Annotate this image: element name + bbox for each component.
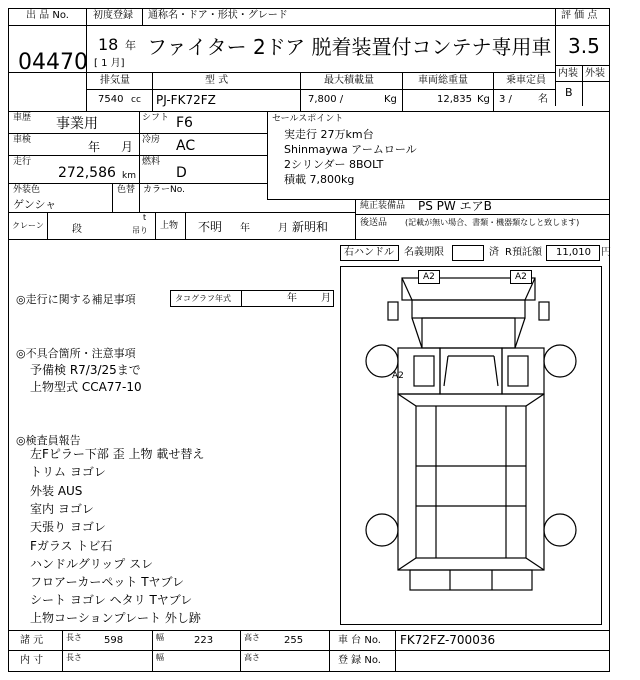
sales-point-4: 積載 7,800kg bbox=[284, 173, 355, 186]
interior-grade: B bbox=[565, 86, 573, 99]
mileage-value: 272,586 bbox=[58, 165, 116, 181]
inspector-line-8: フロアーカーペット Tヤブレ bbox=[30, 575, 185, 589]
damage-mark-2-text: A2 bbox=[515, 272, 527, 282]
driving-notes-label: ◎走行に関する補足事項 bbox=[16, 293, 136, 306]
ext-color-value: ゲンシャ bbox=[13, 198, 57, 211]
cab-roof bbox=[412, 300, 525, 318]
model-value: PJ-FK72FZ bbox=[156, 93, 216, 107]
crane-label: クレーン bbox=[12, 221, 44, 230]
damage-mark-3-text: A2 bbox=[392, 371, 404, 381]
crane-hanging: 吊り bbox=[132, 226, 148, 235]
inspector-line-6: Fガラス トビ石 bbox=[30, 539, 113, 553]
gross-weight-value: 12,835 bbox=[437, 94, 472, 105]
cab-top bbox=[422, 318, 515, 348]
reg-label: 登 録 No. bbox=[338, 655, 381, 666]
length-value: 598 bbox=[104, 635, 124, 646]
height-label: 高さ bbox=[244, 633, 260, 642]
capacity-value: 3 / bbox=[499, 94, 512, 105]
max-load-label: 最大積載量 bbox=[324, 75, 374, 86]
mirror-right bbox=[539, 302, 549, 320]
inspector-line-9: シート ヨゴレ ヘタリ Tヤブレ bbox=[30, 593, 193, 607]
inspection-year: 年 bbox=[88, 140, 101, 154]
cab-left-window bbox=[414, 356, 434, 386]
gross-weight-label: 車両総重量 bbox=[418, 75, 468, 86]
length-label-inner: 長さ bbox=[66, 653, 82, 662]
damage-mark-1-text: A2 bbox=[423, 272, 435, 282]
ext-color-label: 外装色 bbox=[13, 185, 41, 195]
container-deck bbox=[416, 406, 526, 558]
color-no-label-2: カラーNo. bbox=[143, 185, 185, 195]
tachograph-month: 月 bbox=[321, 293, 331, 304]
inspector-line-1: 左Fピラー下部 歪 上物 載せ替え bbox=[30, 447, 205, 461]
lot-number: 04470 bbox=[18, 50, 88, 75]
sales-point-2: Shinmaywa アームロール bbox=[284, 143, 417, 156]
shift-label: シフト bbox=[142, 113, 170, 123]
mileage-label: 走行 bbox=[13, 157, 32, 167]
cab-front bbox=[440, 348, 502, 394]
front-right-wheel bbox=[544, 345, 576, 377]
factory-label: 純正装備品 bbox=[360, 201, 406, 211]
tachograph-label: タコグラフ年式 bbox=[175, 294, 231, 303]
aftermarket-label: 後送品 bbox=[360, 218, 388, 228]
body-month: 月 bbox=[278, 223, 288, 234]
sales-point-1: 実走行 27万km台 bbox=[284, 128, 374, 141]
deposit-unit: 円 bbox=[601, 247, 611, 258]
defects-label: ◎不具合箇所・注意事項 bbox=[16, 347, 136, 360]
color-no-label: 色替 bbox=[117, 185, 136, 195]
width-value: 223 bbox=[194, 635, 214, 646]
body-maker: 新明和 bbox=[292, 220, 329, 234]
aircon-value: AC bbox=[176, 138, 196, 154]
factory-value: PS PW エアB bbox=[418, 199, 492, 213]
container-body bbox=[398, 394, 544, 570]
defect-line-2: 上物型式 CCA77-10 bbox=[30, 380, 142, 394]
inspector-line-10: 上物コーションプレート 外し跡 bbox=[30, 611, 201, 625]
capacity-unit: 名 bbox=[538, 94, 548, 105]
inspector-line-7: ハンドルグリップ スレ bbox=[30, 557, 154, 571]
year-unit: 年 bbox=[125, 39, 136, 52]
inspector-line-4: 室内 ヨゴレ bbox=[30, 502, 94, 516]
name-change-box bbox=[452, 245, 484, 261]
body-unknown: 不明 bbox=[198, 220, 223, 234]
deposit-value: 11,010 bbox=[556, 247, 591, 258]
outer-dim-label: 諸 元 bbox=[20, 635, 44, 646]
displacement-value: 7540 bbox=[98, 94, 124, 105]
name-label: 通称名・ドア・形状・グレード bbox=[148, 10, 288, 21]
deposit-mark: 済 bbox=[489, 247, 499, 258]
vehicle-name: ファイター 2ドア 脱着装置付コンテナ専用車 bbox=[147, 35, 552, 59]
length-label: 長さ bbox=[66, 633, 82, 642]
exterior-label: 外装 bbox=[585, 68, 605, 79]
gross-weight-unit: Kg bbox=[477, 94, 490, 105]
sales-point-label: セールスポイント bbox=[272, 114, 344, 124]
capacity-label: 乗車定員 bbox=[506, 75, 546, 86]
cab-right-window bbox=[508, 356, 528, 386]
history-label: 車歴 bbox=[13, 113, 32, 123]
inspector-line-3: 外装 AUS bbox=[30, 484, 83, 498]
rear-right-wheel bbox=[544, 514, 576, 546]
deposit-label: R預託額 bbox=[505, 247, 542, 258]
max-load-value: 7,800 / bbox=[308, 94, 344, 105]
lot-label: 出 品 No. bbox=[26, 10, 69, 21]
aircon-label: 冷房 bbox=[142, 135, 161, 145]
name-change-label: 名義期限 bbox=[404, 247, 444, 258]
month-value: [ 1 月] bbox=[94, 58, 125, 69]
mirror-left bbox=[388, 302, 398, 320]
year-value: 18 bbox=[98, 35, 119, 54]
chassis-value: FK72FZ-700036 bbox=[400, 633, 496, 647]
height-value: 255 bbox=[284, 635, 304, 646]
displacement-unit: cc bbox=[131, 95, 141, 105]
inspector-line-5: 天張り ヨゴレ bbox=[30, 520, 106, 534]
inspection-label: 車検 bbox=[13, 135, 32, 145]
defect-line-1: 予備検 R7/3/25まで bbox=[30, 363, 141, 377]
rear-left-wheel bbox=[366, 514, 398, 546]
max-load-unit: Kg bbox=[384, 94, 397, 105]
inspection-month: 月 bbox=[121, 140, 134, 154]
shift-value: F6 bbox=[176, 115, 193, 131]
first-reg-label: 初度登録 bbox=[93, 10, 133, 21]
body-label: 上物 bbox=[160, 221, 179, 231]
history-value: 事業用 bbox=[56, 116, 98, 132]
grade-value: 3.5 bbox=[568, 34, 600, 58]
mileage-unit: km bbox=[122, 171, 136, 181]
truck-diagram bbox=[340, 266, 602, 625]
width-label: 幅 bbox=[156, 633, 164, 642]
inner-dim-label: 内 寸 bbox=[20, 655, 44, 666]
steering-value: 右ハンドル bbox=[344, 247, 394, 258]
model-label: 型 式 bbox=[205, 75, 229, 86]
fuel-label: 燃料 bbox=[142, 157, 161, 167]
height-label-inner: 高さ bbox=[244, 653, 260, 662]
inspector-line-2: トリム ヨゴレ bbox=[30, 465, 106, 479]
interior-label: 内装 bbox=[558, 68, 578, 79]
body-year: 年 bbox=[240, 223, 250, 234]
fuel-value: D bbox=[176, 165, 187, 181]
sales-point-3: 2シリンダー 8BOLT bbox=[284, 158, 384, 171]
crane-step: 段 bbox=[72, 224, 82, 235]
width-label-inner: 幅 bbox=[156, 653, 164, 662]
grade-label: 評 価 点 bbox=[561, 10, 598, 21]
chassis-label: 車 台 No. bbox=[338, 635, 381, 646]
crane-unit: t bbox=[143, 213, 147, 222]
tachograph-year: 年 bbox=[287, 293, 297, 304]
aftermarket-note: (記載が無い場合、書類・機器類なしと致します) bbox=[405, 218, 580, 227]
rear-panel bbox=[410, 570, 532, 590]
displacement-label: 排気量 bbox=[100, 75, 130, 86]
inspector-label: ◎検査員報告 bbox=[16, 434, 81, 447]
